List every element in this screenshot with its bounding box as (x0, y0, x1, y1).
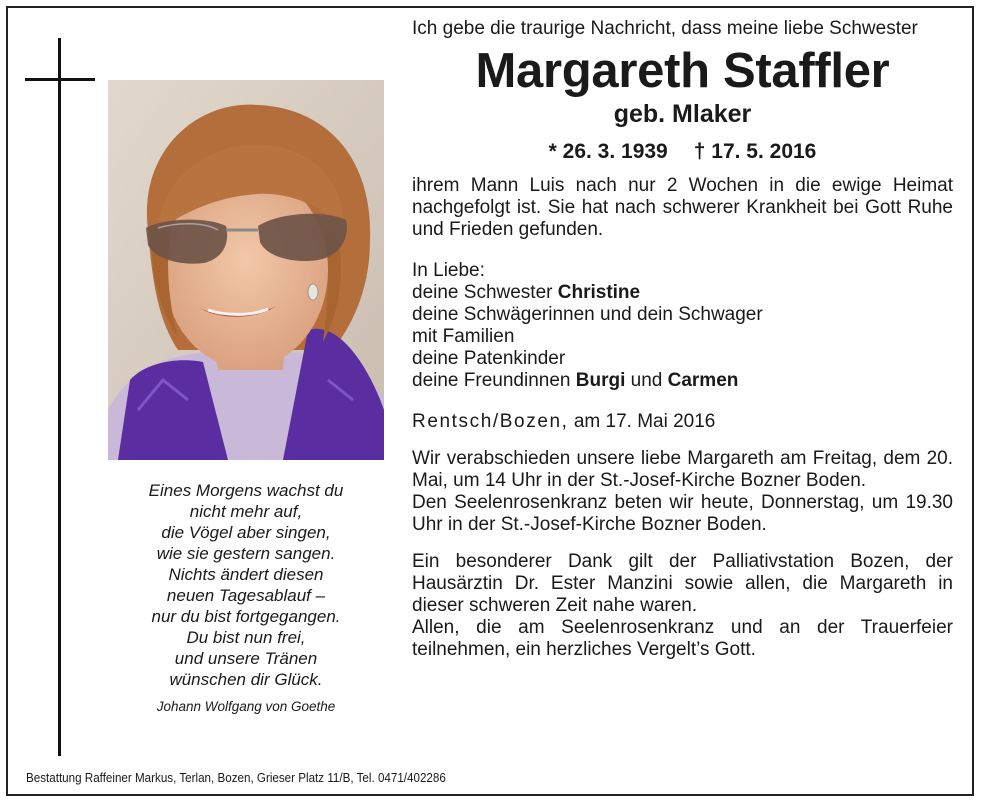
mourners-label: In Liebe: (412, 260, 485, 281)
mourner-text: und (630, 370, 663, 391)
mourner-sister (412, 282, 953, 304)
place: Rentsch/Bozen, (412, 411, 569, 432)
life-dates (412, 140, 953, 164)
rosary-paragraph: Den Seelenrosenkranz beten wir heute, Donnerstag, um 19.30 Uhr in der St.-Josef-Kirche Bozner Boden. (412, 492, 953, 535)
portrait-photo (108, 80, 384, 460)
date: am 17. Mai 2016 (573, 411, 716, 432)
cross-icon-bar (25, 78, 95, 81)
deceased-name: Margareth Staffler (475, 44, 890, 98)
poem-line: Eines Morgens wachst du (148, 481, 344, 500)
poem-line: Du bist nun frei, (186, 628, 306, 647)
mourner-families: mit Familien (412, 326, 515, 347)
poem (108, 480, 384, 717)
thanks-paragraph: Ein besonderer Dank gilt der Palliativstation Bozen, der Hausärztin Dr. Ester Manzini sowie allen, die Margareth in dieser schweren Zeit nahe waren. (412, 551, 953, 616)
cross-icon (58, 38, 61, 756)
obituary-text-column (412, 18, 953, 661)
thanks-info (412, 551, 953, 661)
mourner-name: Carmen (667, 370, 739, 391)
intro-text: Ich gebe die traurige Nachricht, dass meine liebe Schwester (412, 18, 918, 39)
gratitude-paragraph: Allen, die am Seelenrosenkranz und an der Trauerfeier teilnehmen, ein herzliches Vergelt’s Gott. (412, 617, 953, 660)
mourner-name: Christine (557, 282, 641, 303)
poem-line: Nichts ändert diesen (168, 565, 324, 584)
poem-line: nicht mehr auf, (189, 502, 303, 521)
funeral-home-footer: Bestattung Raffeiner Markus, Terlan, Bozen, Grieser Platz 11/B, Tel. 0471/402286 (26, 771, 446, 785)
poem-line: wünschen dir Glück. (169, 670, 323, 689)
mourner-friends (412, 370, 953, 392)
poem-line: die Vögel aber singen, (161, 523, 331, 542)
mourner-text: deine Freundinnen (412, 370, 571, 391)
maiden-name: geb. Mlaker (613, 100, 752, 128)
poem-line: nur du bist fortgegangen. (151, 607, 341, 626)
announcement-paragraph: ihrem Mann Luis nach nur 2 Wochen in die ewige Heimat nachgefolgt ist. Sie hat nach schwerer Krankheit bei Gott Ruhe und Frieden gefunden. (412, 175, 953, 240)
mourner-godchildren: deine Patenkinder (412, 348, 566, 369)
poem-line: wie sie gestern sangen. (156, 544, 336, 563)
mourner-inlaws: deine Schwägerinnen und dein Schwager (412, 304, 763, 325)
mourners-list (412, 260, 953, 392)
poem-author: Johann Wolfgang von Goethe (156, 699, 336, 714)
place-date-line (412, 411, 953, 433)
poem-line: neuen Tagesablauf – (166, 586, 326, 605)
birth-date: * 26. 3. 1939 (548, 140, 668, 163)
funeral-info (412, 448, 953, 536)
funeral-paragraph: Wir verabschieden unsere liebe Margareth am Freitag, dem 20. Mai, um 14 Uhr in der St.-Josef-Kirche Bozner Boden. (412, 448, 953, 491)
death-date: † 17. 5. 2016 (693, 140, 817, 163)
poem-line: und unsere Tränen (174, 649, 318, 668)
mourner-name: Burgi (575, 370, 626, 391)
mourner-text: deine Schwester (412, 282, 553, 303)
